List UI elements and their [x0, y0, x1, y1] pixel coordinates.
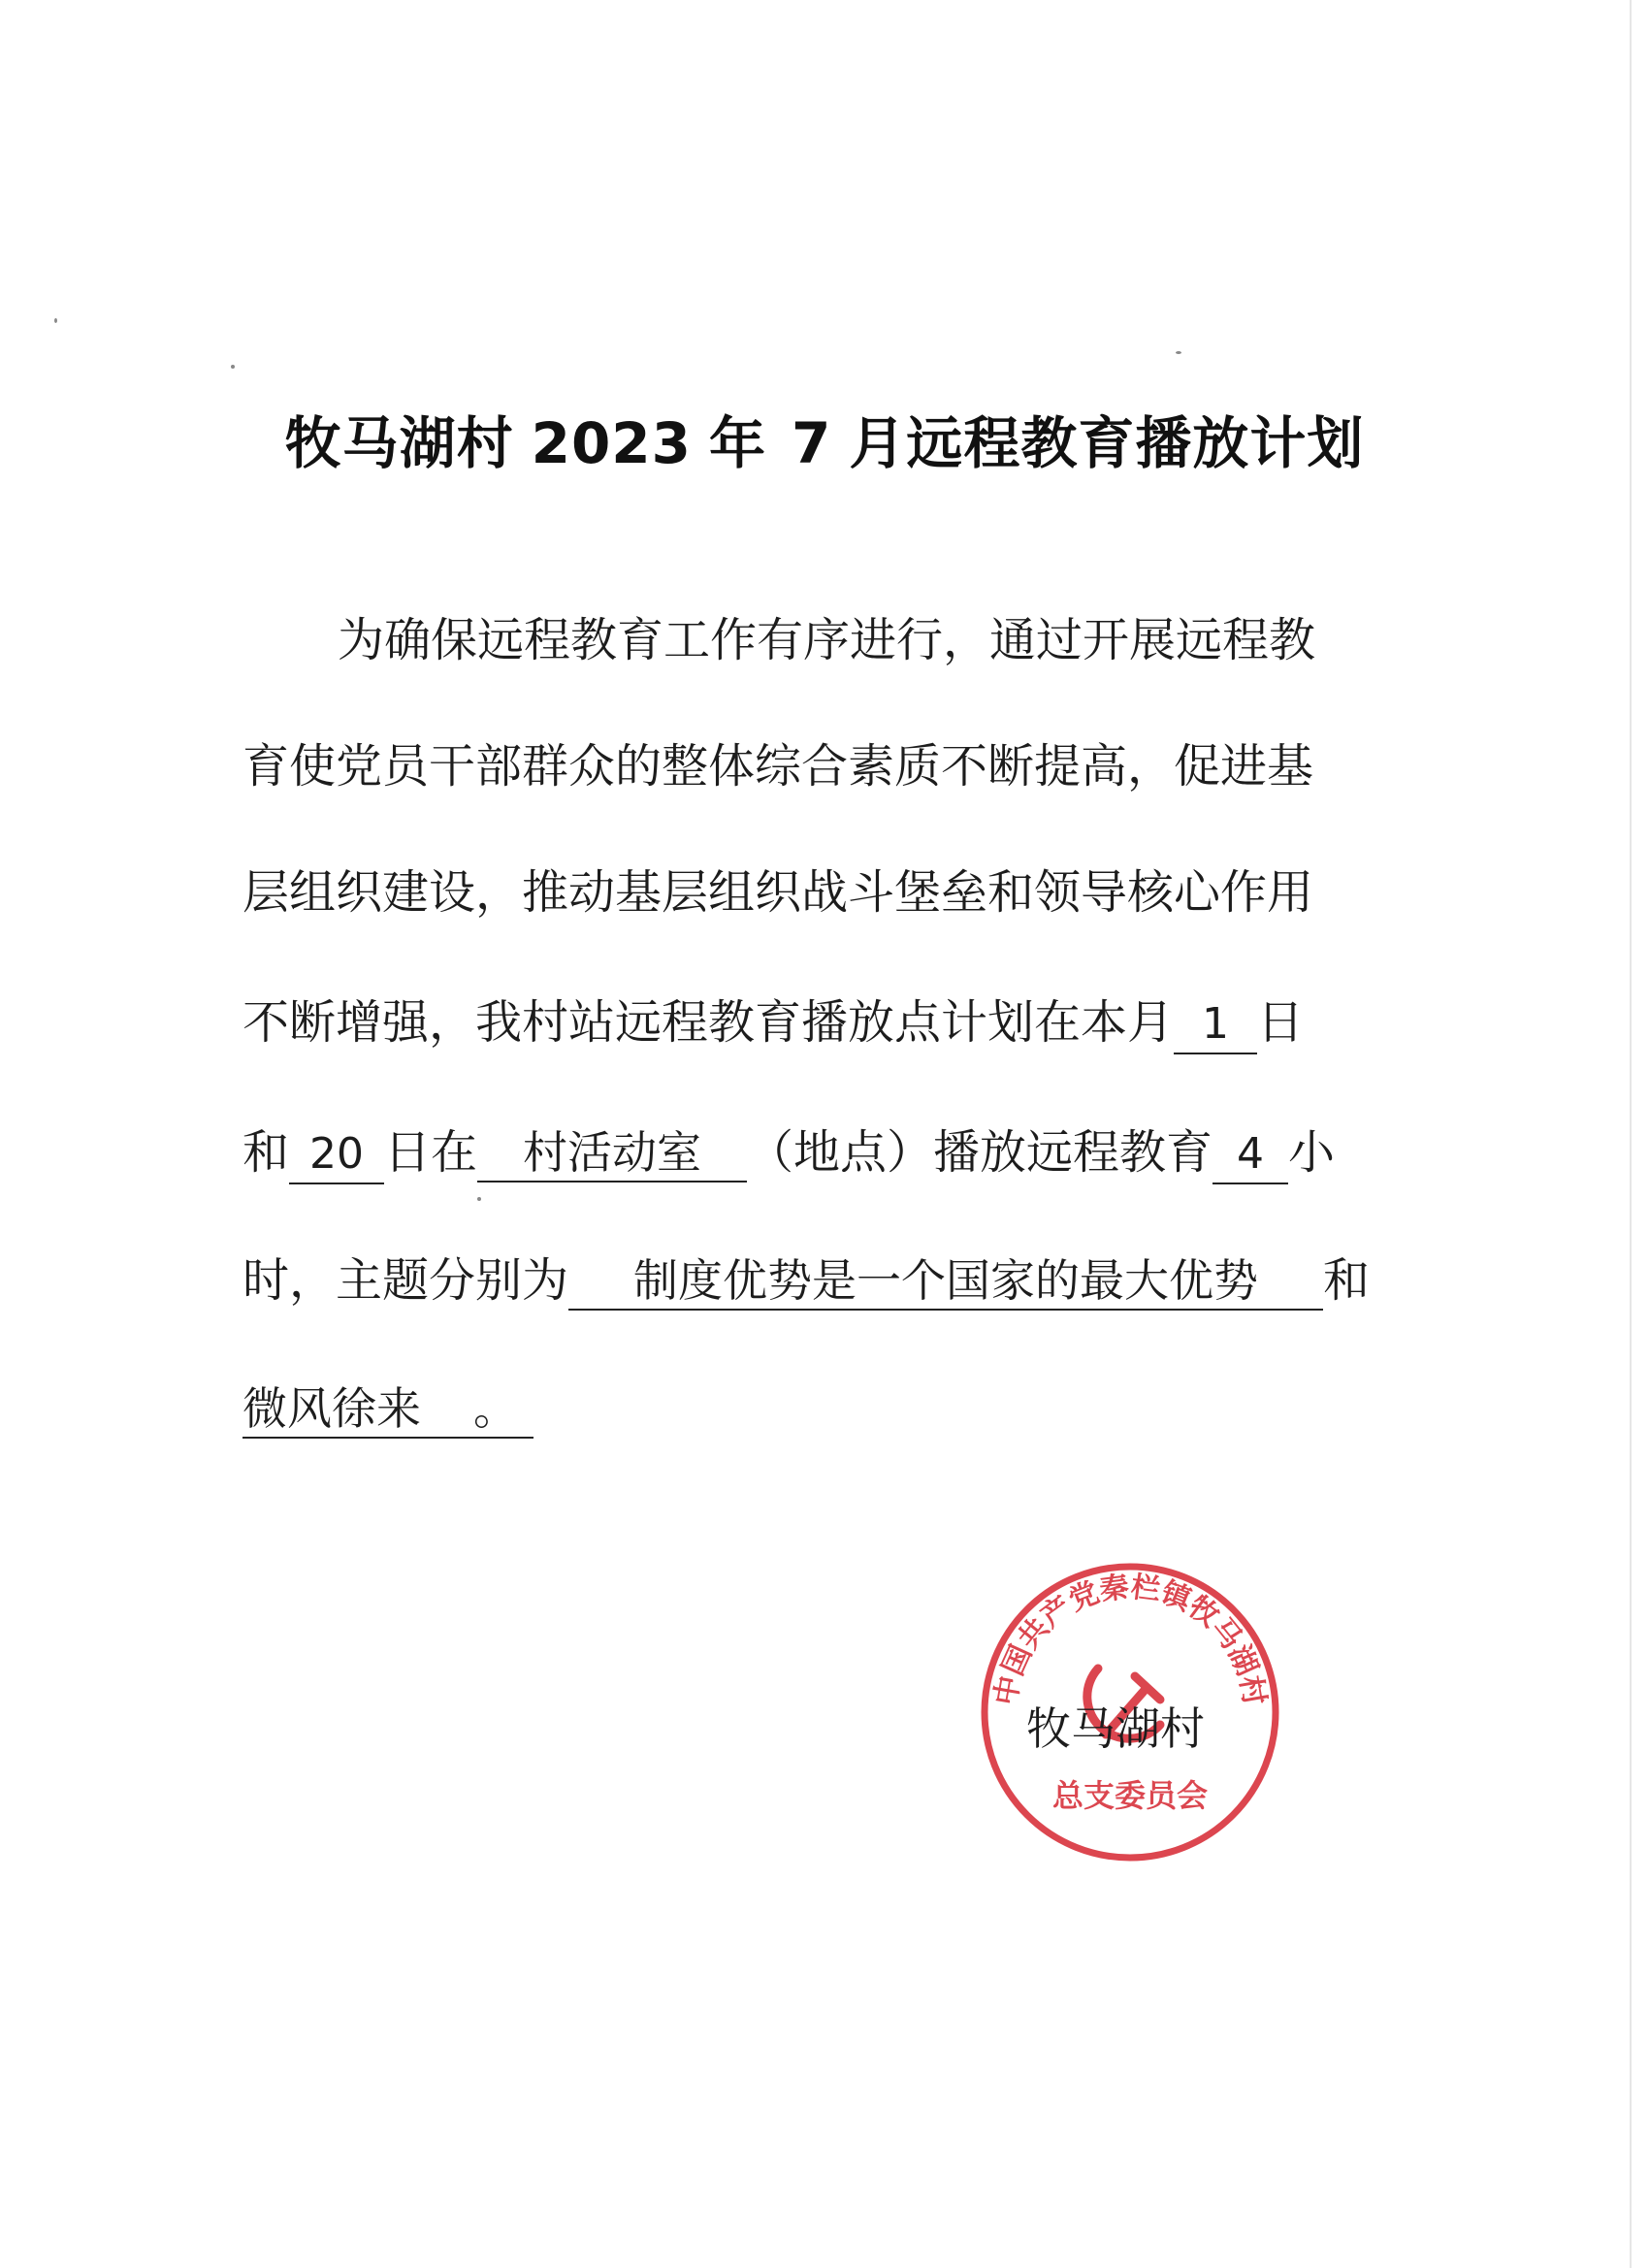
title-month: 7 [792, 410, 832, 476]
scan-speck [1176, 351, 1181, 354]
body-line-4 [242, 993, 1363, 1054]
topic-two-text: 微风徐来 [242, 1382, 421, 1435]
scan-speck [231, 365, 235, 369]
location-field: 村活动室 [477, 1124, 747, 1183]
title-year: 2023 [531, 410, 693, 476]
body-line-6 [242, 1251, 1371, 1311]
topic-one-field: 制度优势是一个国家的最大优势 [568, 1252, 1323, 1311]
topic-two-field [242, 1380, 534, 1439]
line4-prefix: 不断增强，我村站远程教育播放点计划在本月 [242, 995, 1175, 1050]
title-village: 牧马湖村 [284, 410, 514, 476]
page-edge [1630, 0, 1632, 2268]
seal-ring-text: 中国共产党秦栏镇牧马湖村 [988, 1570, 1272, 1708]
line6-prefix: 时，主题分别为 [242, 1253, 569, 1308]
body-line-1: 为确保远程教育工作有序进行，通过开展远程教 [338, 613, 1316, 667]
end-period: 。 [473, 1382, 518, 1435]
line5-hour: 小 [1288, 1125, 1336, 1180]
scan-speck [54, 318, 57, 323]
hours-field: 4 [1212, 1126, 1288, 1184]
body-line-3: 层组织建设，推动基层组织战斗堡垒和领导核心作用 [242, 865, 1314, 920]
document-title [0, 398, 1649, 479]
title-year-unit: 年 [709, 410, 767, 476]
second-day-field: 20 [289, 1126, 384, 1184]
title-rest: 月远程教育播放计划 [849, 410, 1365, 476]
body-line-5 [242, 1123, 1363, 1184]
line5-at: 日在 [384, 1125, 478, 1180]
scan-speck [477, 1197, 481, 1201]
seal-bottom-text: 总支委员会 [1051, 1777, 1209, 1814]
signature-village-name: 牧马湖村 [1026, 1702, 1205, 1755]
line6-and: 和 [1323, 1253, 1371, 1308]
line4-suffix: 日 [1257, 995, 1305, 1050]
line5-and: 和 [242, 1125, 290, 1180]
first-day-field: 1 [1174, 996, 1257, 1054]
body-line-2: 育使党员干部群众的整体综合素质不断提高，促进基 [242, 739, 1314, 794]
line5-location-note: （地点）播放远程教育 [747, 1125, 1213, 1180]
body-line-7 [242, 1379, 1363, 1439]
